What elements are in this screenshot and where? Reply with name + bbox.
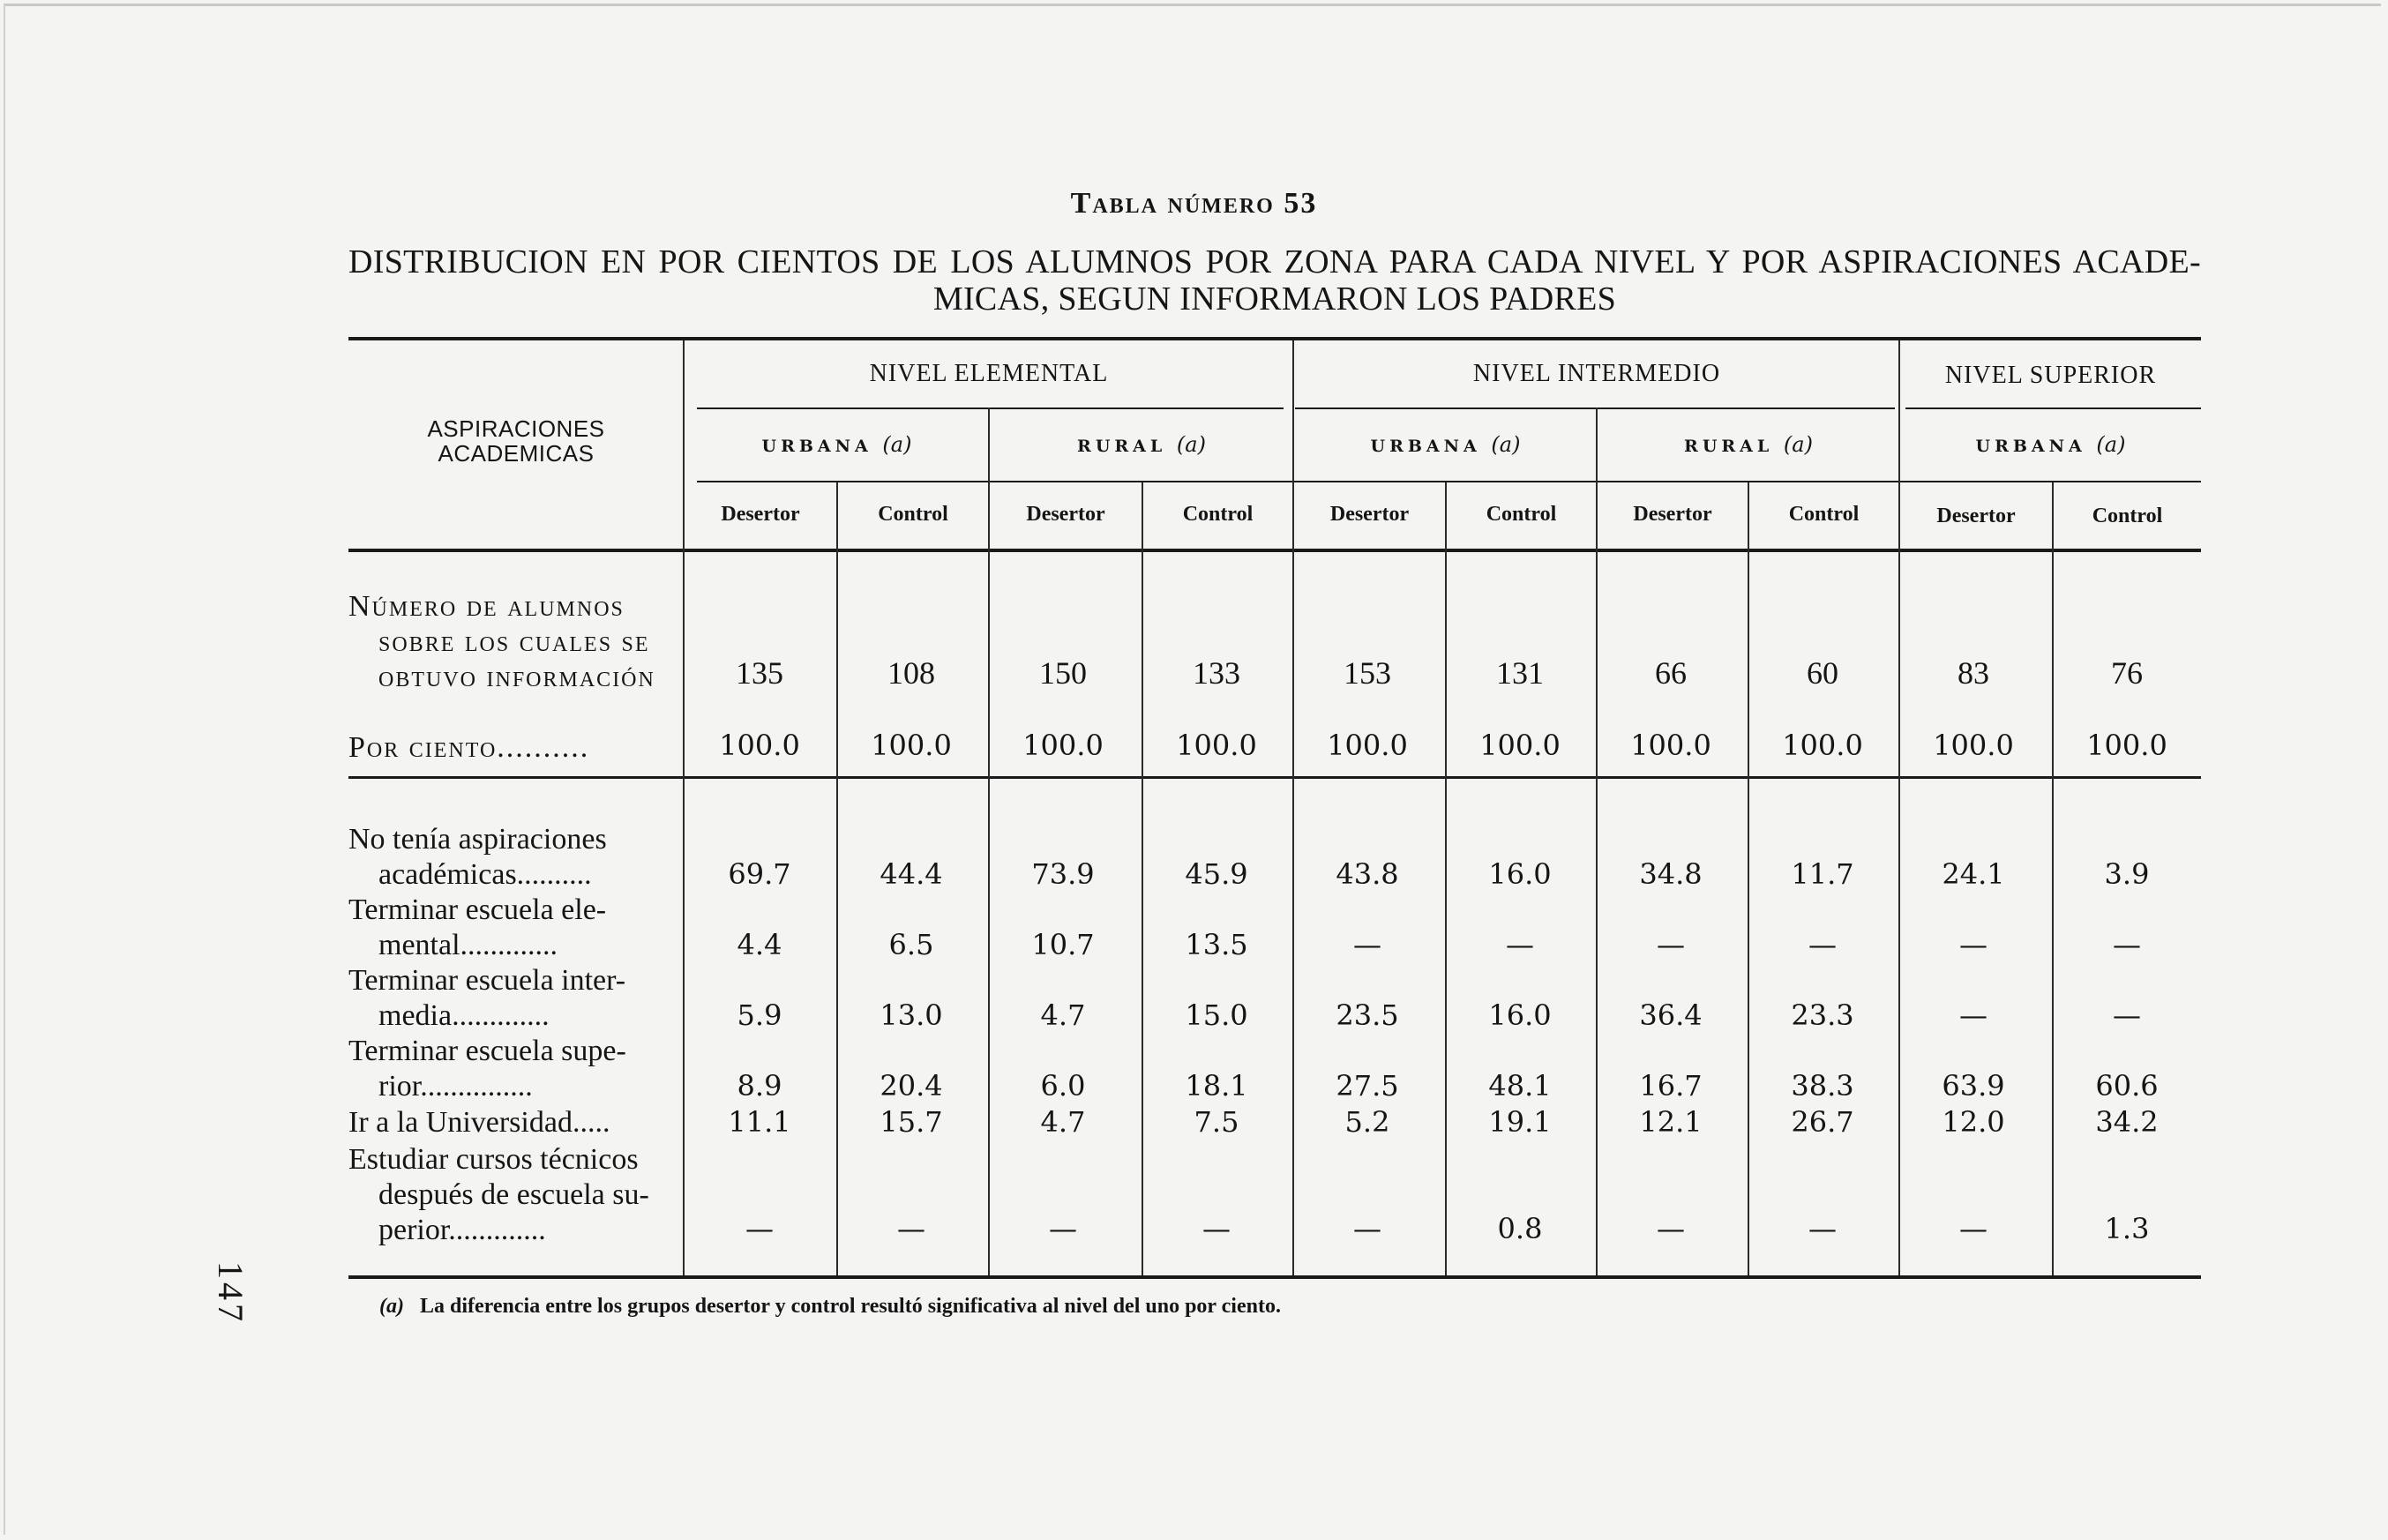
table-cell: 48.1 [1488, 1069, 1552, 1103]
table-cell: — [1959, 998, 1988, 1032]
table-cell: 131 [1496, 655, 1544, 691]
zone-header: URBANA (a) [761, 432, 912, 457]
table-cell: 6.0 [1040, 1069, 1086, 1103]
subcol-header: Control [1182, 503, 1254, 526]
table-cell: 34.2 [2095, 1105, 2159, 1139]
subcol-header: Desertor [1633, 503, 1712, 526]
title-line-2: MICAS, SEGUN INFORMARON LOS PADRES [932, 280, 1617, 318]
table-cell: — [1808, 1212, 1837, 1245]
table-cell: 23.3 [1791, 998, 1854, 1032]
zone-header: RURAL (a) [1684, 432, 1813, 457]
group-header-intermedio: NIVEL INTERMEDIO [1472, 360, 1721, 387]
table-cell: — [1353, 928, 1381, 961]
table-cell: 100.0 [1479, 729, 1561, 762]
table-cell: 76 [2111, 655, 2143, 691]
table-cell: — [2113, 998, 2141, 1032]
table-cell: — [897, 1212, 925, 1245]
table-cell: 12.1 [1639, 1105, 1703, 1139]
table-cell: 73.9 [1031, 857, 1095, 891]
table-cell: 16.7 [1639, 1069, 1703, 1103]
row-label-no-aspiraciones: No tenía aspiraciones académicas.......... [348, 823, 607, 891]
table-title [348, 243, 2201, 318]
subcol-header: Control [2092, 505, 2163, 527]
footnote [379, 1295, 1281, 1319]
table-cell: 0.8 [1497, 1212, 1543, 1245]
table-cell: 100.0 [2086, 729, 2167, 762]
row-label-terminar-elemental: Terminar escuela ele- mental............. [348, 893, 607, 961]
table-cell: — [2113, 928, 2141, 961]
table-cell: — [1959, 928, 1988, 961]
subcol-header: Control [1486, 503, 1557, 526]
table-cell: 100.0 [1630, 729, 1711, 762]
table-cell: 100.0 [1022, 729, 1104, 762]
table-cell: — [1808, 928, 1837, 961]
col-divider [988, 407, 990, 1275]
table-cell: 100.0 [1327, 729, 1408, 762]
table-cell: 6.5 [888, 928, 934, 961]
row-label-por-ciento: Por ciento.......... [348, 731, 590, 764]
table-cell: 16.0 [1488, 998, 1552, 1032]
row-label-numero-alumnos: Número de alumnos sobre los cuales se obtuvo información [348, 590, 655, 693]
table-cell: 43.8 [1336, 857, 1399, 891]
table-cell: 100.0 [1782, 729, 1863, 762]
table-cell: 100.0 [1933, 729, 2014, 762]
table-cell: 63.9 [1942, 1069, 2005, 1103]
footnote-text: La diferencia entre los grupos desertor y control resultó significativa al nivel del uno por ciento. [419, 1295, 1281, 1318]
corner-header-line: ACADEMICAS [438, 440, 595, 467]
table-cell: — [1657, 1212, 1685, 1245]
table-cell: 20.4 [880, 1069, 943, 1103]
group-header-elemental: NIVEL ELEMENTAL [869, 360, 1109, 387]
subcol-header: Control [1788, 503, 1860, 526]
table-cell: 4.7 [1040, 998, 1086, 1032]
row-label-terminar-superior: Terminar escuela supe- rior............... [348, 1035, 626, 1103]
table-cell: 153 [1344, 655, 1391, 691]
subcol-header: Desertor [721, 503, 800, 526]
top-rule [348, 337, 2201, 340]
table-cell: 27.5 [1336, 1069, 1399, 1103]
table-cell: 13.0 [880, 998, 943, 1032]
table-cell: 5.2 [1344, 1105, 1390, 1139]
table-cell: 60.6 [2095, 1069, 2159, 1103]
table-cell: — [745, 1212, 774, 1245]
table-cell: 13.5 [1185, 928, 1248, 961]
table-cell: 45.9 [1185, 857, 1248, 891]
group-underline-superior [1905, 407, 2201, 409]
table-number: Tabla número 53 [1070, 187, 1318, 220]
subcol-header: Desertor [1026, 503, 1105, 526]
table-cell: 23.5 [1336, 998, 1399, 1032]
zone-header: RURAL (a) [1077, 432, 1206, 457]
zone-header: URBANA (a) [1975, 432, 2126, 457]
table-cell: 66 [1655, 655, 1687, 691]
subcol-header: Desertor [1329, 503, 1410, 526]
table-cell: — [1959, 1212, 1988, 1245]
group-header-superior: NIVEL SUPERIOR [1944, 362, 2157, 389]
table-cell: 11.7 [1791, 857, 1854, 891]
table-cell: 83 [1958, 655, 1989, 691]
table-cell: 19.1 [1488, 1105, 1552, 1139]
table-cell: 44.4 [880, 857, 943, 891]
zone-header: URBANA (a) [1370, 432, 1521, 457]
table-cell: — [1506, 928, 1534, 961]
corner-header [348, 416, 684, 466]
table-cell: 100.0 [871, 729, 952, 762]
table-cell: 36.4 [1639, 998, 1703, 1032]
row-label-terminar-intermedia: Terminar escuela inter- media............. [348, 964, 626, 1032]
zone-underline [697, 481, 2201, 482]
table-cell: 8.9 [737, 1069, 782, 1103]
table-cell: 12.0 [1942, 1105, 2005, 1139]
footnote-mark: (a) [379, 1295, 404, 1318]
table-cell: 108 [887, 655, 935, 691]
table-cell: — [1353, 1212, 1381, 1245]
table-cell: 133 [1193, 655, 1240, 691]
table-cell: 100.0 [1176, 729, 1257, 762]
table-cell: 7.5 [1194, 1105, 1239, 1139]
table-cell: 18.1 [1185, 1069, 1248, 1103]
table-cell: 4.4 [737, 928, 782, 961]
row-label-universidad: Ir a la Universidad..... [348, 1106, 610, 1139]
header-bottom-rule [348, 549, 2201, 552]
group-underline-intermedio [1295, 407, 1895, 409]
table-cell: 69.7 [728, 857, 791, 891]
table-cell: 100.0 [719, 729, 800, 762]
table-cell: 60 [1807, 655, 1838, 691]
table-cell: 26.7 [1791, 1105, 1854, 1139]
table-cell: 3.9 [2104, 857, 2150, 891]
table-cell: — [1049, 1212, 1077, 1245]
table-cell: 5.9 [737, 998, 782, 1032]
row-label-cursos-tecnicos: Estudiar cursos técnicos después de escuela su- perior............. [348, 1143, 649, 1246]
table-cell: 15.7 [880, 1105, 943, 1139]
title-line-1: DISTRIBUCION EN POR CIENTOS DE LOS ALUMNOS POR ZONA PARA CADA NIVEL Y POR ASPIRACIONES ACADE- [348, 243, 2201, 280]
corner-header-line: ASPIRACIONES [427, 415, 605, 442]
table-cell: 16.0 [1488, 857, 1552, 891]
table-cell: 15.0 [1185, 998, 1248, 1032]
subcol-header: Control [878, 503, 948, 526]
table-cell: 4.7 [1040, 1105, 1086, 1139]
subcol-header: Desertor [1936, 505, 2016, 527]
table-cell: 150 [1039, 655, 1087, 691]
col-divider [1596, 407, 1598, 1275]
table-cell: 24.1 [1942, 857, 2005, 891]
page-number: 147 [211, 1261, 251, 1325]
table-cell: — [1657, 928, 1685, 961]
table-cell: — [1202, 1212, 1231, 1245]
table-cell: 38.3 [1791, 1069, 1854, 1103]
group-underline-elemental [697, 407, 1284, 409]
bottom-rule [348, 1275, 2201, 1279]
percent-rule [348, 776, 2201, 779]
table-cell: 135 [736, 655, 783, 691]
table-cell: 34.8 [1639, 857, 1703, 891]
table-cell: 10.7 [1031, 928, 1095, 961]
table-cell: 1.3 [2104, 1212, 2150, 1245]
table-cell: 11.1 [728, 1105, 791, 1139]
